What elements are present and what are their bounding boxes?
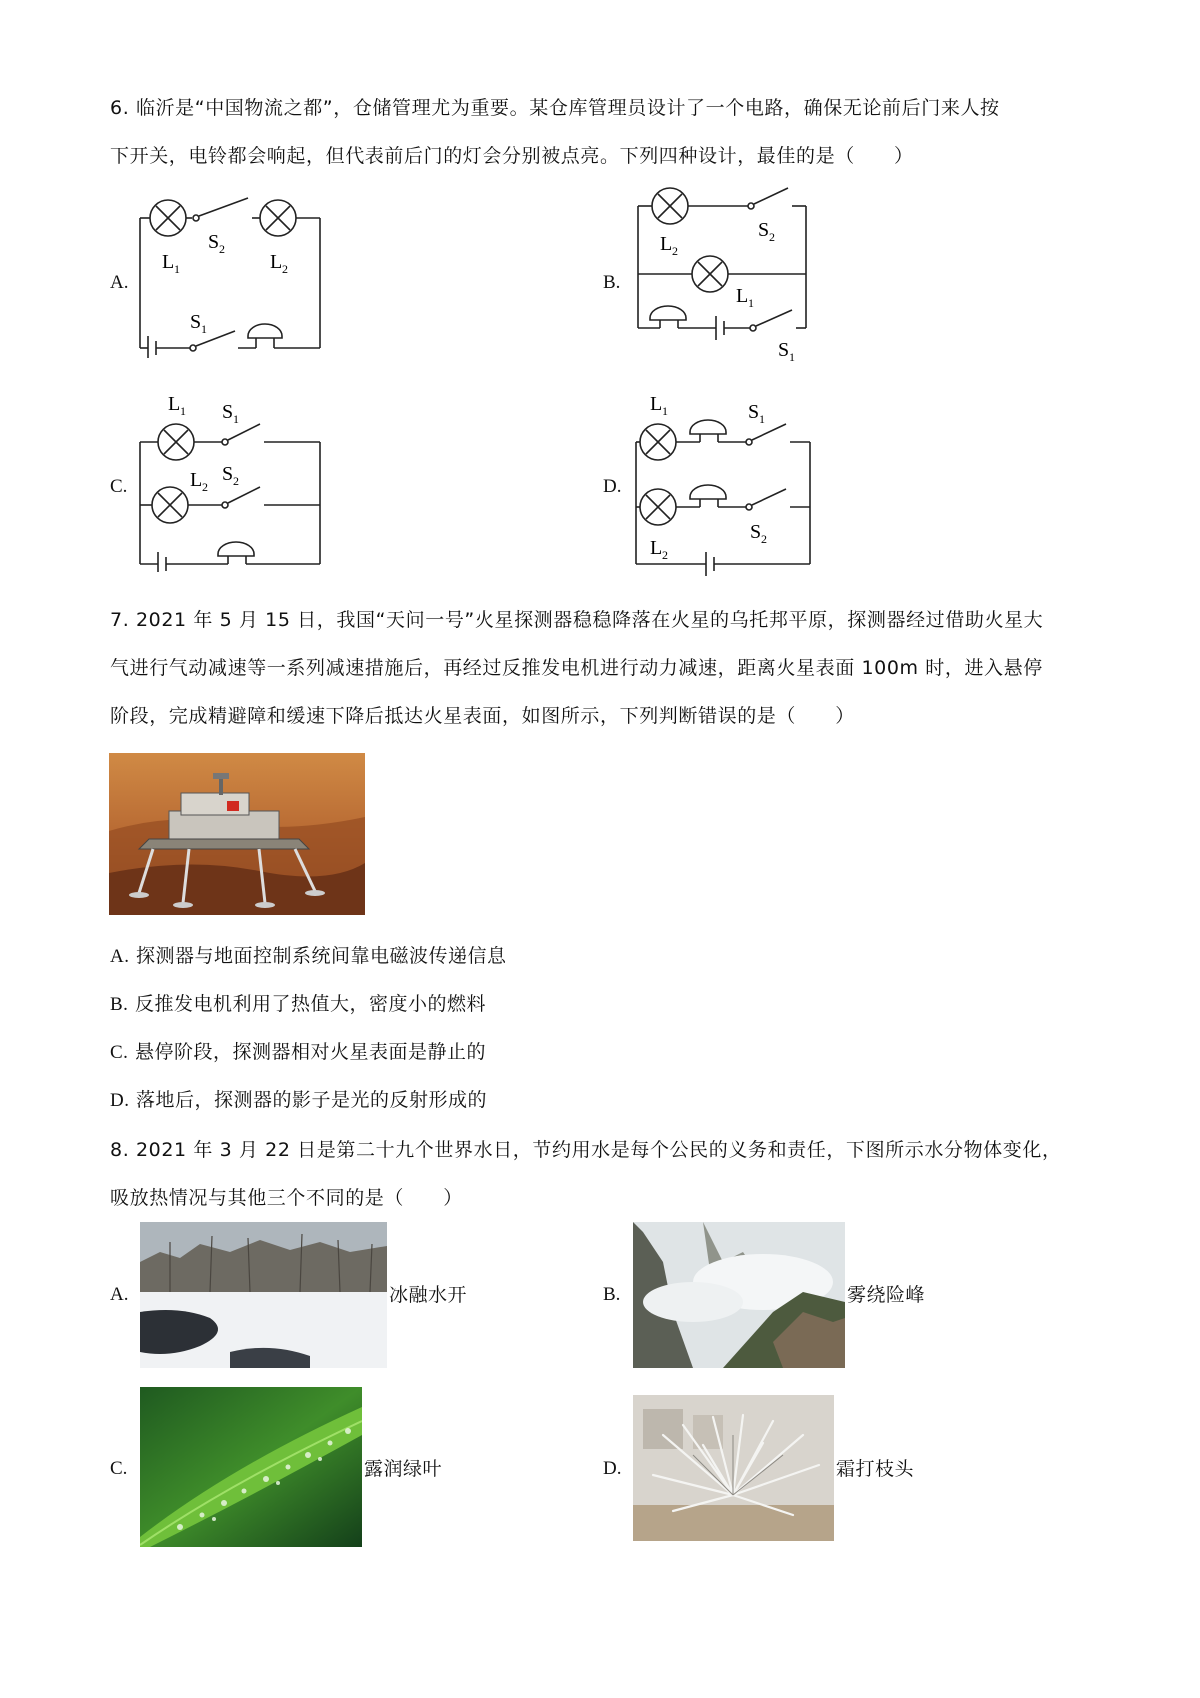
q6-option-a-letter: A. <box>110 272 129 293</box>
q8-option-a-letter: A. <box>110 1284 129 1305</box>
q8-option-d-letter: D. <box>603 1458 622 1479</box>
q7-option-d-letter: D. <box>110 1090 130 1111</box>
q8-photo-ice-melting <box>140 1222 387 1368</box>
q6-option-d-letter: D. <box>603 476 622 497</box>
label-l1-sub: 1 <box>174 262 180 276</box>
label-l1: L <box>736 285 749 307</box>
q8-photo-fog-peaks <box>633 1222 845 1368</box>
mars-lander-photo <box>109 753 365 915</box>
q7-option-a <box>110 941 507 968</box>
label-s1-sub: 1 <box>233 412 239 426</box>
q7-line-1: 7. 2021 年 5 月 15 日，我国“天问一号”火星探测器稳稳降落在火星的乌托邦平原，探测器经过借助火星大 <box>110 609 1044 631</box>
label-l2: L <box>270 251 283 273</box>
q7-option-a-letter: A. <box>110 946 130 967</box>
q8-option-c-letter: C. <box>110 1458 128 1479</box>
label-l1: L <box>168 393 181 415</box>
label-s2: S <box>750 521 762 543</box>
label-s1: S <box>778 339 790 361</box>
label-l2: L <box>190 469 203 491</box>
label-s1: S <box>190 311 202 333</box>
q7-line-3: 阶段，完成精避障和缓速下降后抵达火星表面，如图所示，下列判断错误的是（ ） <box>110 705 855 727</box>
label-l1: L <box>162 251 175 273</box>
q7-option-b-letter: B. <box>110 994 129 1015</box>
q6-circuit-b <box>630 178 830 368</box>
label-s1-sub: 1 <box>759 412 765 426</box>
q6-option-c-letter: C. <box>110 476 128 497</box>
label-s2-sub: 2 <box>761 532 767 546</box>
q7-option-b-text: 反推发电机利用了热值大，密度小的燃料 <box>134 993 486 1015</box>
q7-line-2: 气进行气动减速等一系列减速措施后，再经过反推发电机进行动力减速，距离火星表面 100m 时，进入悬停 <box>110 657 1043 679</box>
label-l1-sub: 1 <box>180 404 186 418</box>
label-l1: L <box>650 393 663 415</box>
label-s2-sub: 2 <box>219 242 225 256</box>
q6-circuit-d <box>630 382 830 582</box>
q8-caption-a: 冰融水开 <box>389 1284 468 1306</box>
label-s1-sub: 1 <box>789 350 795 364</box>
label-s2: S <box>222 463 234 485</box>
label-l2: L <box>650 537 663 559</box>
label-l1-sub: 1 <box>662 404 668 418</box>
label-s2-sub: 2 <box>233 474 239 488</box>
label-s1: S <box>222 401 234 423</box>
label-s2: S <box>758 219 770 241</box>
q8-caption-d: 霜打枝头 <box>836 1458 915 1480</box>
q8-caption-c: 露润绿叶 <box>364 1458 443 1480</box>
q6-circuit-a <box>130 188 330 358</box>
q7-option-b <box>110 989 486 1016</box>
label-l2-sub: 2 <box>672 244 678 258</box>
q8-caption-b: 雾绕险峰 <box>847 1284 926 1306</box>
q8-line-2: 吸放热情况与其他三个不同的是（ ） <box>110 1187 463 1209</box>
label-s1: S <box>748 401 760 423</box>
label-l1-sub: 1 <box>748 296 754 310</box>
label-s2: S <box>208 231 220 253</box>
q7-option-c-text: 悬停阶段，探测器相对火星表面是静止的 <box>134 1041 486 1063</box>
label-s1-sub: 1 <box>201 322 207 336</box>
q6-line-1: 6. 临沂是“中国物流之都”，仓储管理尤为重要。某仓库管理员设计了一个电路，确保无论前后门来人按 <box>110 97 1000 119</box>
q8-photo-frost-branches <box>633 1395 834 1541</box>
label-s2-sub: 2 <box>769 230 775 244</box>
label-l2-sub: 2 <box>662 548 668 562</box>
q8-option-b-letter: B. <box>603 1284 621 1305</box>
q6-circuit-c <box>130 382 330 572</box>
q6-line-2: 下开关，电铃都会响起，但代表前后门的灯会分别被点亮。下列四种设计，最佳的是（ ） <box>110 145 914 167</box>
q7-option-c <box>110 1037 486 1064</box>
q8-photo-dew-leaf <box>140 1387 362 1547</box>
label-l2-sub: 2 <box>202 480 208 494</box>
q7-option-d <box>110 1085 487 1112</box>
label-l2-sub: 2 <box>282 262 288 276</box>
q7-option-d-text: 落地后，探测器的影子是光的反射形成的 <box>136 1089 488 1111</box>
q6-option-b-letter: B. <box>603 272 621 293</box>
label-l2: L <box>660 233 673 255</box>
q7-option-a-text: 探测器与地面控制系统间靠电磁波传递信息 <box>136 945 507 967</box>
q7-option-c-letter: C. <box>110 1042 129 1063</box>
q8-line-1: 8. 2021 年 3 月 22 日是第二十九个世界水日，节约用水是每个公民的义务和责任，下图所示水分物体变化， <box>110 1139 1062 1161</box>
